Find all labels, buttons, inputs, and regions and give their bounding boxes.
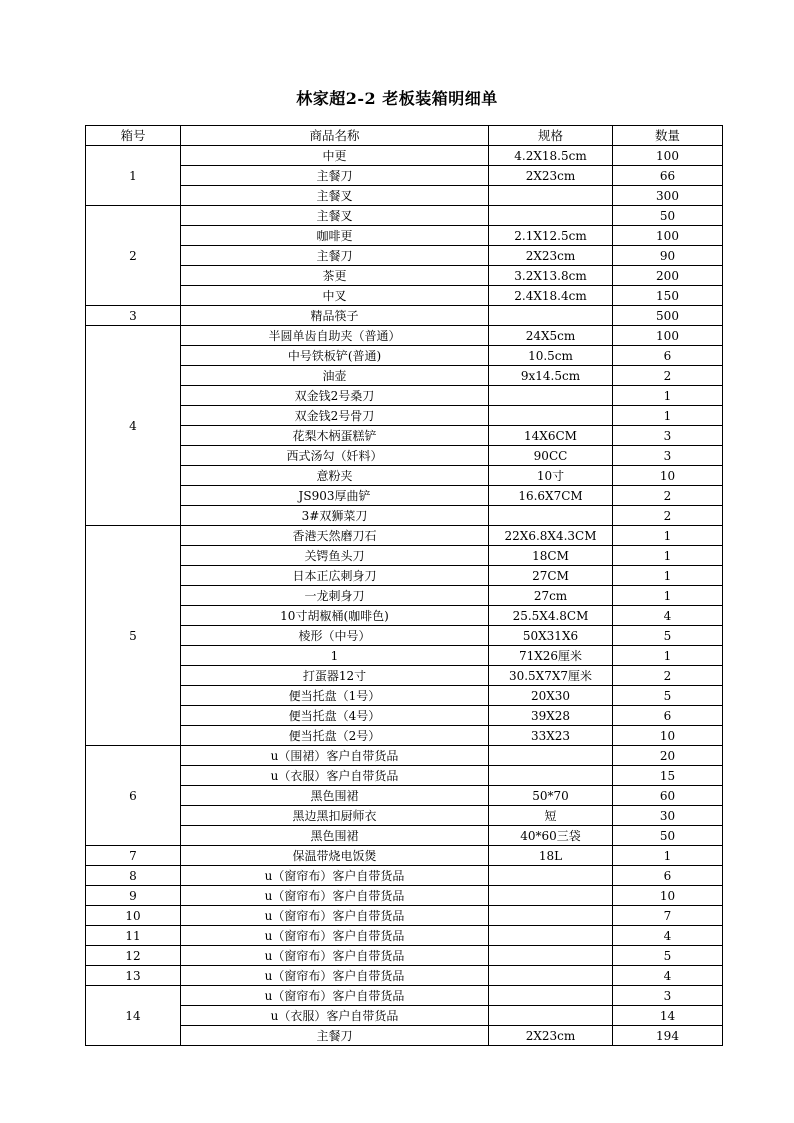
specification-cell: 27CM bbox=[489, 566, 613, 586]
table-row bbox=[86, 466, 723, 486]
product-name-cell: 油壶 bbox=[181, 366, 489, 386]
quantity-cell: 4 bbox=[613, 606, 723, 626]
table-row bbox=[86, 206, 723, 226]
table-row bbox=[86, 246, 723, 266]
product-name-cell: 主餐叉 bbox=[181, 206, 489, 226]
product-name-cell: 香港天然磨刀石 bbox=[181, 526, 489, 546]
box-number-cell: 7 bbox=[86, 846, 181, 866]
quantity-cell: 2 bbox=[613, 506, 723, 526]
table-row bbox=[86, 726, 723, 746]
table-row bbox=[86, 486, 723, 506]
quantity-cell: 50 bbox=[613, 826, 723, 846]
table-row bbox=[86, 706, 723, 726]
product-name-cell: u（窗帘布）客户自带货品 bbox=[181, 926, 489, 946]
box-number-cell: 13 bbox=[86, 966, 181, 986]
table-row bbox=[86, 506, 723, 526]
table-row bbox=[86, 346, 723, 366]
product-name-cell: 便当托盘（1号） bbox=[181, 686, 489, 706]
specification-cell bbox=[489, 966, 613, 986]
table-row bbox=[86, 426, 723, 446]
header-product-name: 商品名称 bbox=[181, 126, 489, 146]
specification-cell bbox=[489, 906, 613, 926]
quantity-cell: 150 bbox=[613, 286, 723, 306]
product-name-cell: 咖啡更 bbox=[181, 226, 489, 246]
table-row bbox=[86, 766, 723, 786]
specification-cell bbox=[489, 386, 613, 406]
quantity-cell: 2 bbox=[613, 366, 723, 386]
specification-cell bbox=[489, 766, 613, 786]
quantity-cell: 100 bbox=[613, 326, 723, 346]
table-row bbox=[86, 326, 723, 346]
quantity-cell: 1 bbox=[613, 646, 723, 666]
table-row bbox=[86, 946, 723, 966]
box-number-cell: 10 bbox=[86, 906, 181, 926]
table-row bbox=[86, 666, 723, 686]
box-number-cell: 9 bbox=[86, 886, 181, 906]
product-name-cell: u（窗帘布）客户自带货品 bbox=[181, 966, 489, 986]
product-name-cell: u（窗帘布）客户自带货品 bbox=[181, 986, 489, 1006]
quantity-cell: 100 bbox=[613, 226, 723, 246]
table-row bbox=[86, 566, 723, 586]
box-number-cell: 4 bbox=[86, 326, 181, 526]
specification-cell: 22X6.8X4.3CM bbox=[489, 526, 613, 546]
product-name-cell: 黑色围裙 bbox=[181, 786, 489, 806]
product-name-cell: 双金钱2号桑刀 bbox=[181, 386, 489, 406]
specification-cell: 18L bbox=[489, 846, 613, 866]
table-row bbox=[86, 406, 723, 426]
table-row bbox=[86, 306, 723, 326]
quantity-cell: 6 bbox=[613, 866, 723, 886]
product-name-cell: 关锷鱼头刀 bbox=[181, 546, 489, 566]
specification-cell: 33X23 bbox=[489, 726, 613, 746]
table-row bbox=[86, 806, 723, 826]
table-row bbox=[86, 226, 723, 246]
product-name-cell: 意粉夹 bbox=[181, 466, 489, 486]
product-name-cell: 主餐刀 bbox=[181, 166, 489, 186]
specification-cell bbox=[489, 206, 613, 226]
quantity-cell: 3 bbox=[613, 986, 723, 1006]
specification-cell bbox=[489, 746, 613, 766]
header-quantity: 数量 bbox=[613, 126, 723, 146]
specification-cell bbox=[489, 406, 613, 426]
product-name-cell: 便当托盘（2号） bbox=[181, 726, 489, 746]
table-header-row bbox=[86, 126, 723, 146]
quantity-cell: 300 bbox=[613, 186, 723, 206]
quantity-cell: 1 bbox=[613, 526, 723, 546]
specification-cell bbox=[489, 886, 613, 906]
table-row bbox=[86, 546, 723, 566]
quantity-cell: 2 bbox=[613, 666, 723, 686]
quantity-cell: 1 bbox=[613, 386, 723, 406]
specification-cell: 10.5cm bbox=[489, 346, 613, 366]
quantity-cell: 10 bbox=[613, 886, 723, 906]
product-name-cell: 花梨木柄蛋糕铲 bbox=[181, 426, 489, 446]
quantity-cell: 20 bbox=[613, 746, 723, 766]
specification-cell: 2X23cm bbox=[489, 1026, 613, 1046]
box-number-cell: 12 bbox=[86, 946, 181, 966]
box-number-cell: 1 bbox=[86, 146, 181, 206]
product-name-cell: 10寸胡椒桶(咖啡色) bbox=[181, 606, 489, 626]
specification-cell: 16.6X7CM bbox=[489, 486, 613, 506]
specification-cell: 14X6CM bbox=[489, 426, 613, 446]
table-row bbox=[86, 386, 723, 406]
product-name-cell: 1 bbox=[181, 646, 489, 666]
quantity-cell: 5 bbox=[613, 686, 723, 706]
quantity-cell: 200 bbox=[613, 266, 723, 286]
product-name-cell: 便当托盘（4号） bbox=[181, 706, 489, 726]
table-row bbox=[86, 686, 723, 706]
table-row bbox=[86, 146, 723, 166]
product-name-cell: 日本正広刺身刀 bbox=[181, 566, 489, 586]
product-name-cell: 主餐叉 bbox=[181, 186, 489, 206]
table-row bbox=[86, 846, 723, 866]
table-row bbox=[86, 886, 723, 906]
quantity-cell: 1 bbox=[613, 546, 723, 566]
product-name-cell: 双金钱2号骨刀 bbox=[181, 406, 489, 426]
table-body bbox=[86, 146, 723, 1046]
table-row bbox=[86, 1006, 723, 1026]
quantity-cell: 50 bbox=[613, 206, 723, 226]
box-number-cell: 2 bbox=[86, 206, 181, 306]
specification-cell: 25.5X4.8CM bbox=[489, 606, 613, 626]
quantity-cell: 500 bbox=[613, 306, 723, 326]
specification-cell: 20X30 bbox=[489, 686, 613, 706]
quantity-cell: 90 bbox=[613, 246, 723, 266]
table-row bbox=[86, 926, 723, 946]
specification-cell: 短 bbox=[489, 806, 613, 826]
product-name-cell: 西式汤勾（奷料） bbox=[181, 446, 489, 466]
table-row bbox=[86, 986, 723, 1006]
specification-cell: 90CC bbox=[489, 446, 613, 466]
product-name-cell: 黑色围裙 bbox=[181, 826, 489, 846]
quantity-cell: 2 bbox=[613, 486, 723, 506]
table-row bbox=[86, 266, 723, 286]
product-name-cell: 主餐刀 bbox=[181, 1026, 489, 1046]
product-name-cell: u（窗帘布）客户自带货品 bbox=[181, 866, 489, 886]
product-name-cell: 精品筷子 bbox=[181, 306, 489, 326]
quantity-cell: 100 bbox=[613, 146, 723, 166]
specification-cell bbox=[489, 946, 613, 966]
quantity-cell: 7 bbox=[613, 906, 723, 926]
product-name-cell: 一龙刺身刀 bbox=[181, 586, 489, 606]
table-row bbox=[86, 526, 723, 546]
specification-cell bbox=[489, 926, 613, 946]
quantity-cell: 194 bbox=[613, 1026, 723, 1046]
specification-cell: 40*60三袋 bbox=[489, 826, 613, 846]
quantity-cell: 10 bbox=[613, 726, 723, 746]
specification-cell: 50*70 bbox=[489, 786, 613, 806]
table-row bbox=[86, 286, 723, 306]
specification-cell: 2X23cm bbox=[489, 166, 613, 186]
quantity-cell: 10 bbox=[613, 466, 723, 486]
product-name-cell: 茶更 bbox=[181, 266, 489, 286]
product-name-cell: 3#双狮菜刀 bbox=[181, 506, 489, 526]
quantity-cell: 4 bbox=[613, 966, 723, 986]
product-name-cell: u（窗帘布）客户自带货品 bbox=[181, 906, 489, 926]
quantity-cell: 60 bbox=[613, 786, 723, 806]
quantity-cell: 6 bbox=[613, 706, 723, 726]
table-row bbox=[86, 606, 723, 626]
table-row bbox=[86, 366, 723, 386]
product-name-cell: 中叉 bbox=[181, 286, 489, 306]
table-row bbox=[86, 586, 723, 606]
quantity-cell: 5 bbox=[613, 626, 723, 646]
specification-cell: 18CM bbox=[489, 546, 613, 566]
product-name-cell: 主餐刀 bbox=[181, 246, 489, 266]
quantity-cell: 14 bbox=[613, 1006, 723, 1026]
document-title: 林家超2-2 老板装箱明细单 bbox=[296, 89, 498, 108]
specification-cell bbox=[489, 866, 613, 886]
product-name-cell: 半圆单齿自助夹（普通） bbox=[181, 326, 489, 346]
quantity-cell: 30 bbox=[613, 806, 723, 826]
specification-cell: 9x14.5cm bbox=[489, 366, 613, 386]
packing-list-table bbox=[85, 125, 723, 1046]
product-name-cell: u（窗帘布）客户自带货品 bbox=[181, 946, 489, 966]
header-specification: 规格 bbox=[489, 126, 613, 146]
box-number-cell: 5 bbox=[86, 526, 181, 746]
table-row bbox=[86, 746, 723, 766]
table-row bbox=[86, 1026, 723, 1046]
product-name-cell: u（衣服）客户自带货品 bbox=[181, 1006, 489, 1026]
quantity-cell: 1 bbox=[613, 406, 723, 426]
quantity-cell: 1 bbox=[613, 586, 723, 606]
specification-cell: 39X28 bbox=[489, 706, 613, 726]
table-row bbox=[86, 786, 723, 806]
table-row bbox=[86, 646, 723, 666]
product-name-cell: 黑边黑扣厨师衣 bbox=[181, 806, 489, 826]
specification-cell: 10寸 bbox=[489, 466, 613, 486]
specification-cell: 50X31X6 bbox=[489, 626, 613, 646]
product-name-cell: 保温带烧电饭煲 bbox=[181, 846, 489, 866]
table-row bbox=[86, 626, 723, 646]
specification-cell: 2.1X12.5cm bbox=[489, 226, 613, 246]
table-row bbox=[86, 826, 723, 846]
box-number-cell: 6 bbox=[86, 746, 181, 846]
table-row bbox=[86, 866, 723, 886]
specification-cell: 2X23cm bbox=[489, 246, 613, 266]
specification-cell bbox=[489, 306, 613, 326]
specification-cell: 2.4X18.4cm bbox=[489, 286, 613, 306]
box-number-cell: 14 bbox=[86, 986, 181, 1046]
table-row bbox=[86, 966, 723, 986]
specification-cell bbox=[489, 186, 613, 206]
product-name-cell: u（衣服）客户自带货品 bbox=[181, 766, 489, 786]
table-row bbox=[86, 906, 723, 926]
quantity-cell: 15 bbox=[613, 766, 723, 786]
box-number-cell: 11 bbox=[86, 926, 181, 946]
table-row bbox=[86, 166, 723, 186]
quantity-cell: 3 bbox=[613, 446, 723, 466]
product-name-cell: 打蛋器12寸 bbox=[181, 666, 489, 686]
table-row bbox=[86, 186, 723, 206]
specification-cell: 4.2X18.5cm bbox=[489, 146, 613, 166]
product-name-cell: u（窗帘布）客户自带货品 bbox=[181, 886, 489, 906]
product-name-cell: JS903厚曲铲 bbox=[181, 486, 489, 506]
specification-cell: 30.5X7X7厘米 bbox=[489, 666, 613, 686]
box-number-cell: 8 bbox=[86, 866, 181, 886]
product-name-cell: 中号铁板铲(普通) bbox=[181, 346, 489, 366]
quantity-cell: 66 bbox=[613, 166, 723, 186]
table-row bbox=[86, 446, 723, 466]
quantity-cell: 3 bbox=[613, 426, 723, 446]
specification-cell: 3.2X13.8cm bbox=[489, 266, 613, 286]
quantity-cell: 6 bbox=[613, 346, 723, 366]
box-number-cell: 3 bbox=[86, 306, 181, 326]
product-name-cell: 棱形（中号） bbox=[181, 626, 489, 646]
product-name-cell: u（围裙）客户自带货品 bbox=[181, 746, 489, 766]
specification-cell: 71X26厘米 bbox=[489, 646, 613, 666]
specification-cell: 27cm bbox=[489, 586, 613, 606]
specification-cell bbox=[489, 1006, 613, 1026]
quantity-cell: 5 bbox=[613, 946, 723, 966]
specification-cell bbox=[489, 506, 613, 526]
specification-cell: 24X5cm bbox=[489, 326, 613, 346]
product-name-cell: 中更 bbox=[181, 146, 489, 166]
header-box-number: 箱号 bbox=[86, 126, 181, 146]
specification-cell bbox=[489, 986, 613, 1006]
quantity-cell: 4 bbox=[613, 926, 723, 946]
quantity-cell: 1 bbox=[613, 846, 723, 866]
quantity-cell: 1 bbox=[613, 566, 723, 586]
